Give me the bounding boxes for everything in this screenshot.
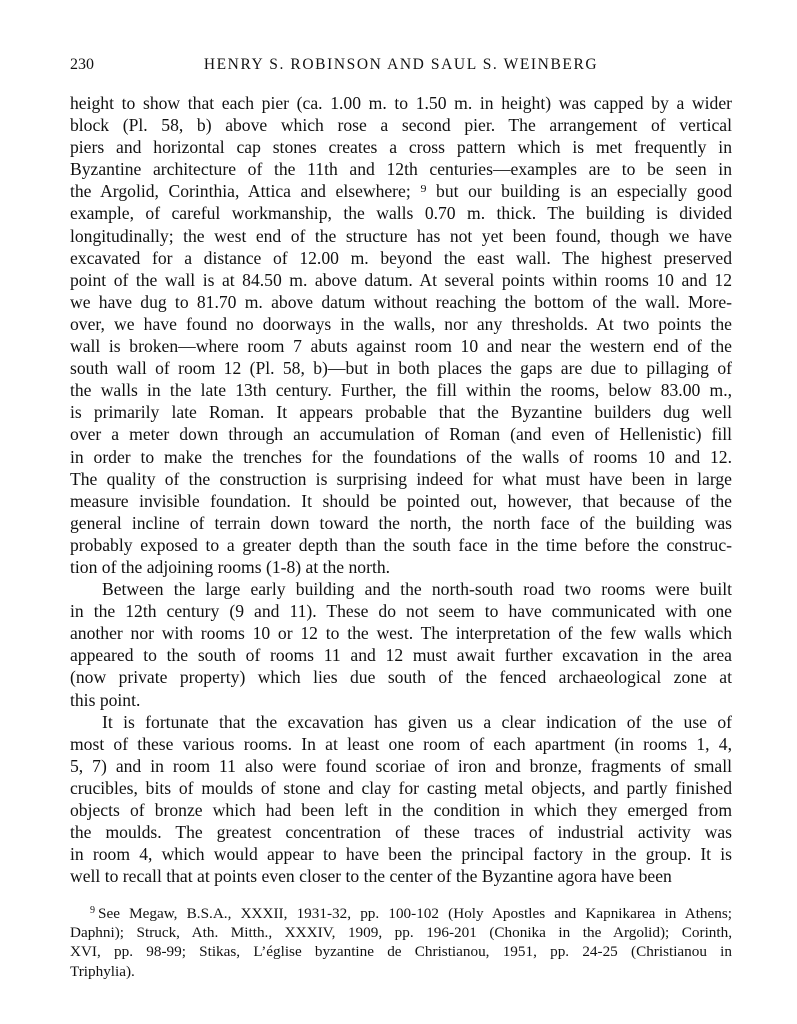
paragraph-3-line: most of these various rooms. In at least one room of each apartment (in rooms 1, 4, [70,733,732,754]
paragraph-3-line: 5, 7) and in room 11 also were found scoriae of iron and bronze, fragments of small [70,755,732,776]
paragraph-1-line: we have dug to 81.70 m. above datum without reaching the bottom of the wall. More- [70,291,732,312]
page-number: 230 [70,56,94,73]
paragraph-1-line: in order to make the trenches for the foundations of the walls of rooms 10 and 12. [70,446,732,467]
running-head: HENRY S. ROBINSON AND SAUL S. WEINBERG [203,56,599,73]
paragraph-1-line: longitudinally; the west end of the structure has not yet been found, though we have [70,225,732,246]
footnote-line: XVI, pp. 98-99; Stikas, L’église byzantine de Christianou, 1951, pp. 24-25 (Christianou in [70,943,732,961]
footnote-line: Daphni); Struck, Ath. Mitth., XXXIV, 1909, pp. 196-201 (Chonika in the Argolid); Corinth, [70,924,732,942]
paragraph-3-line: It is fortunate that the excavation has given us a clear indication of the use of [102,711,732,732]
paragraph-2-line: Between the large early building and the north-south road two rooms were built [102,579,732,600]
paragraph-1-line: general incline of terrain down toward the north, the north face of the building was [70,512,732,533]
paragraph-2 [70,578,732,711]
paragraph-3-line: well to recall that at points even closer to the center of the Byzantine agora have been [70,866,672,887]
paragraph-2-line: (now private property) which lies due south of the fenced archaeological zone at [70,667,732,688]
paragraph-1-line: the Argolid, Corinthia, Attica and elsewhere; ⁹ but our building is an especially good [70,181,732,202]
paragraph-2-line: in the 12th century (9 and 11). These do not seem to have communicated with one [70,601,732,622]
page-header [70,56,732,80]
paragraph-3-line: crucibles, bits of moulds of stone and clay for casting metal objects, and partly finished [70,777,732,798]
paragraph-1-line: the walls in the late 13th century. Further, the fill within the rooms, below 83.00 m., [70,380,732,401]
paragraph-1-line: south wall of room 12 (Pl. 58, b)—but in both places the gaps are due to pillaging of [70,358,732,379]
paragraph-1-line: block (Pl. 58, b) above which rose a second pier. The arrangement of vertical [70,115,732,136]
paragraph-1-line: over a meter down through an accumulation of Roman (and even of Hellenistic) fill [70,424,732,445]
paragraph-1-line: probably exposed to a greater depth than the south face in the time before the construc- [70,534,732,555]
paragraph-3-line: objects of bronze which had been left in the condition in which they emerged from [70,800,732,820]
paragraph-1-line: example, of careful workmanship, the walls 0.70 m. thick. The building is divided [70,203,732,224]
paragraph-1-line: measure invisible foundation. It should be pointed out, however, that because of the [70,490,732,511]
paragraph-2-line: this point. [70,689,141,710]
footnote-9 [70,901,732,981]
paragraph-1-line: excavated for a distance of 12.00 m. beyond the east wall. The highest preserved [70,247,732,268]
paragraph-1-line: The quality of the construction is surprising indeed for what must have been in large [70,468,732,489]
footnote-line [70,901,732,923]
paragraph-1-line: over, we have found no doorways in the walls, nor any thresholds. At two points the [70,313,732,334]
paragraph-1-line: Byzantine architecture of the 11th and 12th centuries—examples are to be seen in [70,159,732,180]
paragraph-3 [70,711,732,888]
paragraph-3-line: in room 4, which would appear to have been the principal factory in the group. It is [70,844,732,865]
paragraph-1-line: tion of the adjoining rooms (1-8) at the north. [70,556,391,577]
paragraph-1-line: piers and horizontal cap stones creates a cross pattern which is met frequently in [70,137,732,158]
paragraph-1-line: wall is broken—where room 7 abuts against room 10 and near the western end of the [70,336,732,357]
paragraph-2-line: another nor with rooms 10 or 12 to the west. The interpretation of the few walls which [70,623,732,644]
paragraph-2-line: appeared to the south of rooms 11 and 12 must await further excavation in the area [70,645,732,666]
footnote-line: Triphylia). [70,962,135,980]
footnote-mark: 9 [90,905,95,916]
paragraph-1-line: point of the wall is at 84.50 m. above datum. At several points within rooms 10 and 12 [70,269,732,290]
paragraph-1-line: is primarily late Roman. It appears probable that the Byzantine builders dug well [70,402,732,423]
paragraph-1-line: height to show that each pier (ca. 1.00 m. to 1.50 m. in height) was capped by a wider [70,93,732,113]
paragraph-1 [70,92,732,578]
paragraph-3-line: the moulds. The greatest concentration of these traces of industrial activity was [70,822,732,843]
footnote-text: See Megaw, B.S.A., XXXII, 1931-32, pp. 100-102 (Holy Apostles and Kapnikarea in Athens; [98,905,732,922]
body-text [70,92,732,887]
